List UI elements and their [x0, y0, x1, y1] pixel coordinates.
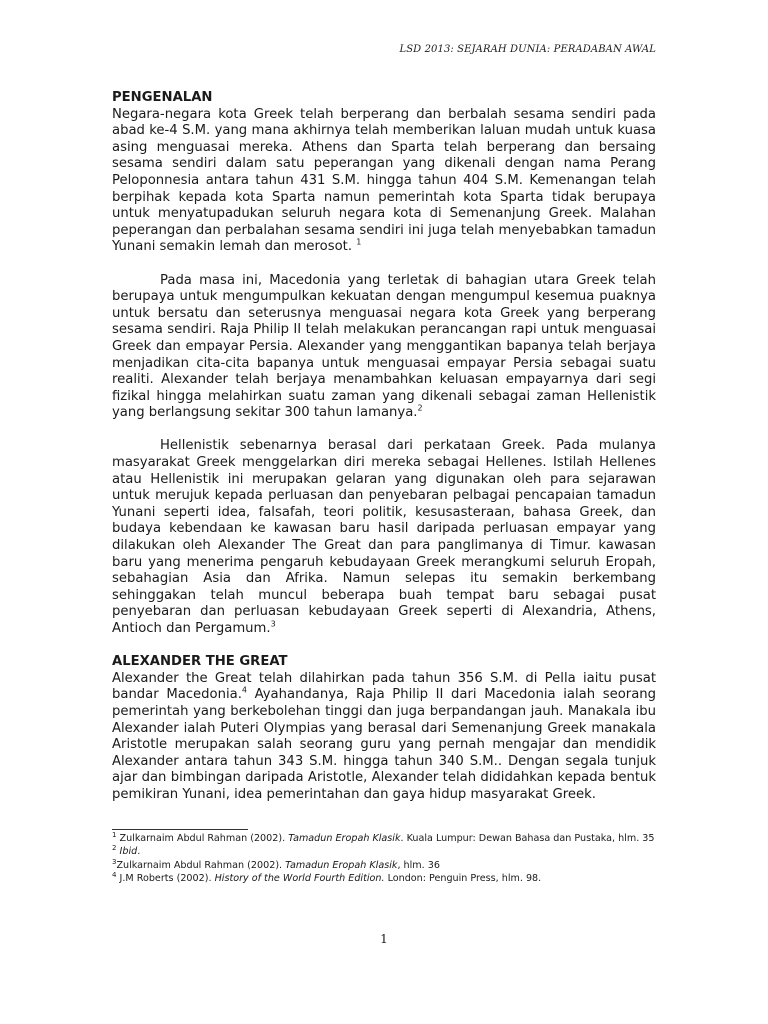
section-title-pengenalan: PENGENALAN [112, 90, 213, 105]
paragraph-text: Alexander the Great telah dilahirkan pada tahun 356 S.M. di Pella iaitu pusat bandar Macedonia. [112, 670, 656, 703]
footnotes [112, 829, 672, 886]
page-number: 1 [380, 932, 388, 946]
footnote-ref: 1 [356, 237, 362, 247]
footnote-number: 2 [112, 844, 117, 853]
footnote-number: 1 [112, 830, 117, 839]
footnote-ref: 3 [270, 619, 276, 629]
paragraph-text: Negara-negara kota Greek telah berperang dan berbalah sesama sendiri pada abad ke-4 S.M. yang mana akhirnya telah memberikan laluan mudah untuk kuasa asing menguasai mereka. Athens dan Sparta telah berperang dan bersaing sesama sendiri dalam satu peperangan yang dikenali dengan nama Perang Peloponnesia antara tahun 431 S.M. hingga tahun 404 S.M. Kemenangan telah berpihak kepada kota Sparta namun pemerintah kota Sparta tidak berupaya untuk menyatupadukan seluruh negara kota di Semenanjung Greek. Malahan peperangan dan perbalahan sesama sendiri ini juga telah menyebabkan tamadun Yunani semakin lemah dan merosot. [112, 106, 656, 255]
footnote-title: History of the World Fourth Edition. [214, 873, 385, 885]
footnote-text: J.M Roberts (2002). [116, 873, 215, 885]
footnote-text: London: Penguin Press, hlm. 98. [384, 873, 542, 885]
footnote-text: , hlm. 36 [397, 859, 440, 871]
footnote-number: 4 [112, 871, 117, 880]
footnote-text: . Kuala Lumpur: Dewan Bahasa dan Pustaka, hlm. 35 [400, 833, 655, 844]
footnote-text: Zulkarnaim Abdul Rahman (2002). [116, 833, 289, 844]
section-title-alexander: ALEXANDER THE GREAT [112, 654, 288, 670]
paragraph-hellenistik [112, 438, 656, 637]
footnote-2 [112, 845, 672, 858]
paragraph-macedonia [112, 273, 656, 422]
footnote-number: 3 [112, 857, 117, 866]
footnote-3 [112, 859, 672, 872]
paragraph-text: Pada masa ini, Macedonia yang terletak di bahagian utara Greek telah berupaya untuk mengumpulkan kekuatan dengan mengumpul kesemua puaknya untuk bersatu dan seterusnya menguasai negara kota Greek yang berperang sesama sendiri. Raja Philip II telah melakukan perancangan rapi untuk menguasai Greek dan empayar Persia. Alexander yang menggantikan bapanya telah berjaya menjadikan cita-cita bapanya untuk menguasai empayar Persia sebagai suatu realiti. Alexander telah berjaya menambahkan keluasan empayarnya dari segi fizikal hingga melahirkan suatu zaman yang dikenali sebagai zaman Hellenistik yang berlangsung sekitar 300 tahun lamanya. [112, 272, 656, 421]
paragraph-text: Hellenistik sebenarnya berasal dari perkataan Greek. Pada mulanya masyarakat Greek menggelarkan diri mereka sebagai Hellenes. Istilah Hellenes atau Hellenistik ini merupakan gelaran yang digunakan oleh para sejarawan untuk merujuk kepada perluasan dan penyebaran pelbagai pencapaian tamadun Yunani seperti idea, falsafah, teori politik, kesusasteraan, bahasa Greek, dan budaya kebendaan ke kawasan baru hasil daripada perluasan empayar yang dilakukan oleh Alexander The Great dan para panglimanya di Timur. kawasan baru yang menerima pengaruh kebudayaan Greek merangkumi seluruh Eropah, sebahagian Asia dan Afrika. Namun selepas itu semakin berkembang sehinggakan telah muncul beberapa buah tempat baru sebagai pusat penyebaran dan perluasan kebudayaan Greek seperti di Alexandria, Athens, Antioch dan Pergamum. [112, 438, 656, 636]
running-header: LSD 2013: SEJARAH DUNIA: PERADABAN AWAL [399, 44, 656, 55]
document-body [112, 90, 656, 804]
footnote-title: Tamadun Eropah Klasik [288, 833, 401, 844]
footnote-title: Ibid [119, 846, 138, 858]
paragraph-alexander [112, 671, 656, 804]
footnote-ref: 2 [417, 403, 423, 413]
paragraph-intro [112, 107, 656, 256]
footnote-4 [112, 872, 672, 885]
footnote-1 [112, 832, 667, 845]
paragraph-text: Ayahandanya, Raja Philip II dari Macedonia ialah seorang pemerintah yang berkebolehan tinggi dan juga berpandangan jauh. Manakala ibu Alexander ialah Puteri Olympias yang berasal dari Semenanjung Greek manakala Aristotle merupakan salah seorang guru yang pernah mengajar dan mendidik Alexander antara tahun 343 S.M. hingga tahun 340 S.M.. Dengan segala tunjuk ajar dan bimbingan daripada Aristotle, Alexander telah dididahkan kepada bentuk pemikiran Yunani, idea pemerintahan dan gaya hidup masyarakat Greek. [112, 687, 657, 802]
footnote-divider [112, 829, 248, 830]
footnote-ref: 4 [241, 685, 247, 695]
footnote-text: Zulkarnaim Abdul Rahman (2002). [116, 859, 286, 871]
footnote-title: Tamadun Eropah Klasik [285, 859, 398, 871]
footnote-text: . [137, 846, 141, 858]
